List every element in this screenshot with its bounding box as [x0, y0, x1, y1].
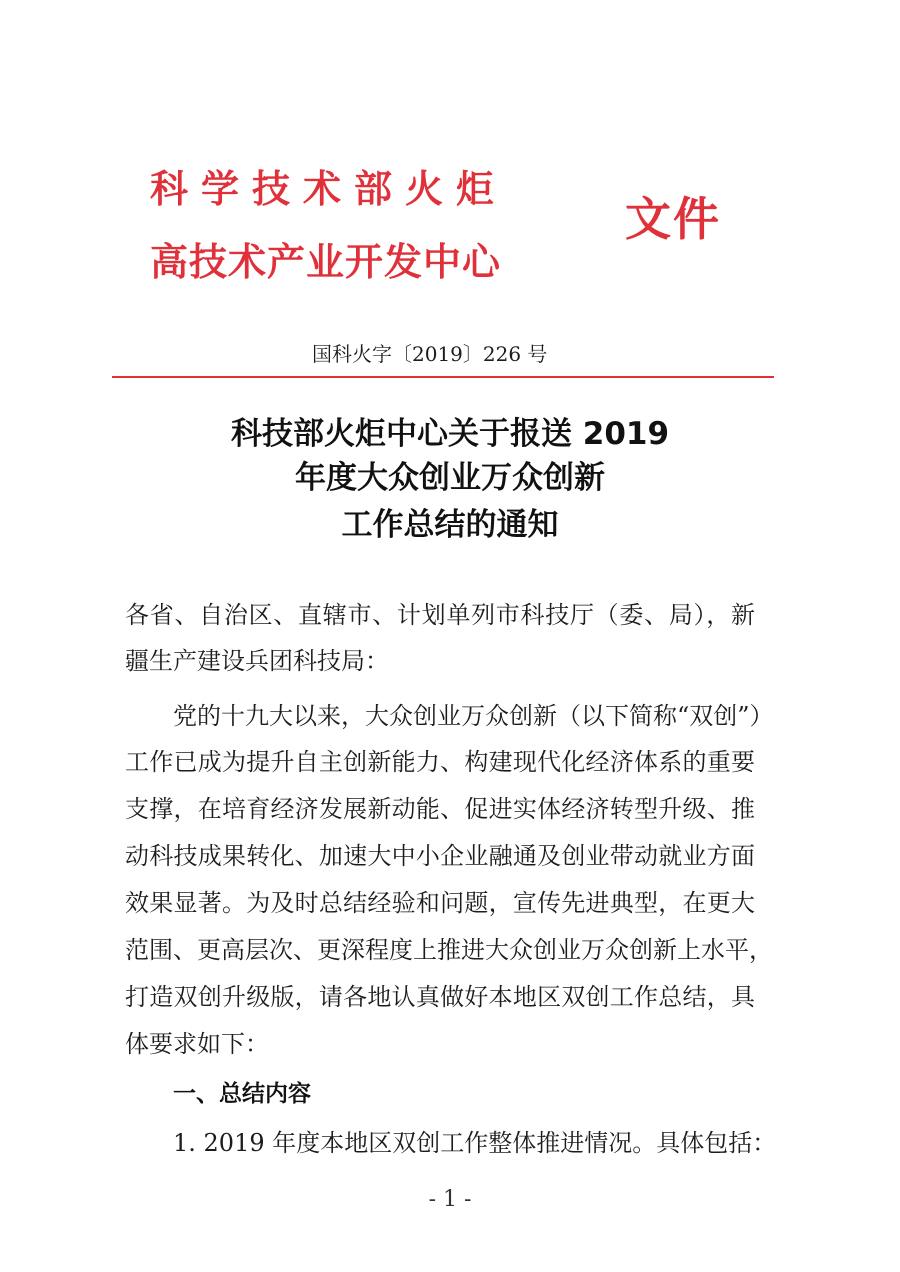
paragraph-line: 范围、更高层次、更深程度上推进大众创业万众创新上水平， — [125, 936, 773, 964]
title-line-1: 科技部火炬中心关于报送 2019 — [230, 416, 670, 452]
title-line-2: 年度大众创业万众创新 — [295, 460, 605, 496]
page-number: - 1 - — [428, 1187, 472, 1212]
paragraph-line: 党的十九大以来，大众创业万众创新（以下简称“双创”） — [173, 702, 774, 730]
paragraph-line: 打造双创升级版，请各地认真做好本地区双创工作总结，具 — [125, 983, 755, 1011]
document-number: 国科火字〔2019〕226 号 — [312, 342, 548, 366]
paragraph-line: 效果显著。为及时总结经验和问题，宣传先进典型，在更大 — [125, 889, 755, 917]
header-divider — [112, 376, 774, 378]
recipients-line-1: 各省、自治区、直辖市、计划单列市科技厅（委、局），新 — [125, 601, 755, 629]
document-label: 文件 — [625, 192, 721, 246]
section-heading: 一、总结内容 — [173, 1081, 311, 1107]
issuing-org-line-2: 高技术产业开发中心 — [150, 240, 502, 284]
paragraph-line: 体要求如下： — [125, 1030, 269, 1058]
paragraph-line: 支撑，在培育经济发展新动能、促进实体经济转型升级、推 — [125, 795, 755, 823]
paragraph-line: 动科技成果转化、加速大中小企业融通及创业带动就业方面 — [125, 842, 755, 870]
recipients-line-2: 疆生产建设兵团科技局： — [125, 647, 389, 675]
paragraph-line: 工作已成为提升自主创新能力、构建现代化经济体系的重要 — [125, 748, 755, 776]
title-line-3: 工作总结的通知 — [341, 507, 559, 543]
issuing-org-line-1: 科学技术部火炬 — [150, 167, 508, 211]
list-item: 1. 2019 年度本地区双创工作整体推进情况。具体包括： — [173, 1129, 777, 1157]
